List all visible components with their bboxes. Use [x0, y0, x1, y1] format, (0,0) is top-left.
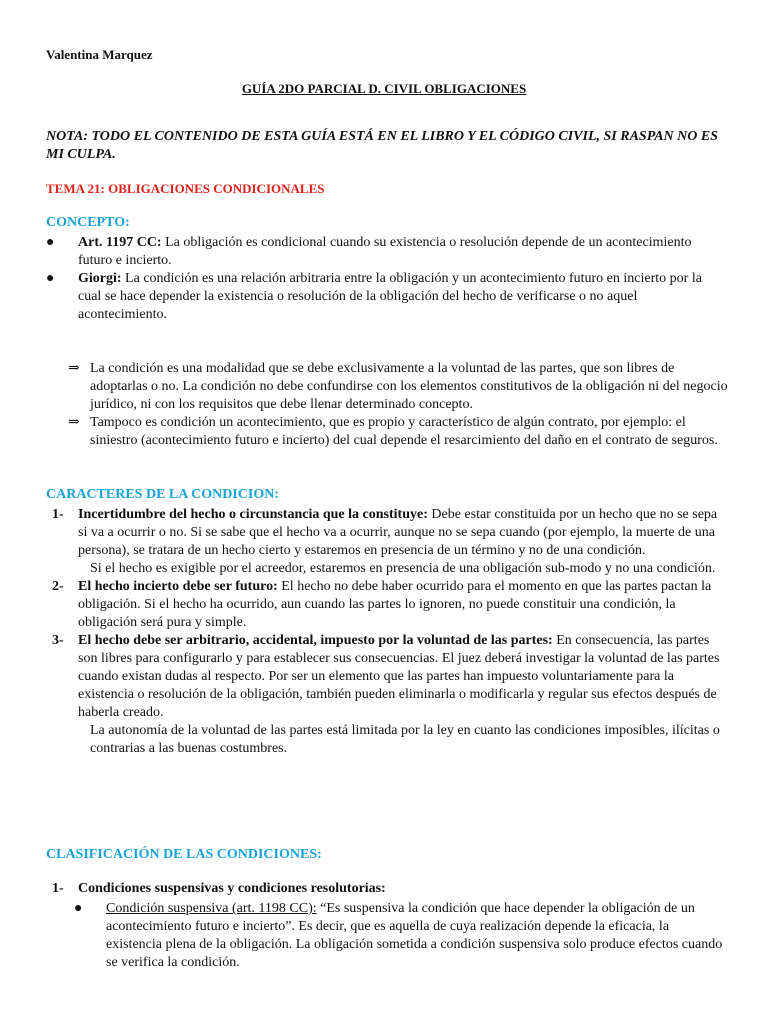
document-title — [0, 80, 768, 98]
clasificacion-heading: CLASIFICACIÓN DE LAS CONDICIONES: — [46, 847, 322, 862]
item-bold: Giorgi: — [78, 271, 122, 286]
concepto-list — [46, 234, 728, 324]
item-number: 1- — [52, 881, 64, 896]
item-bold: Incertidumbre del hecho o circunstancia que la constituye: — [78, 507, 428, 522]
nota-paragraph: NOTA: TODO EL CONTENIDO DE ESTA GUÍA ESTÁ EN EL LIBRO Y EL CÓDIGO CIVIL, SI RASPAN NO ES MI CULPA. — [46, 129, 718, 162]
arrow-item — [46, 414, 728, 450]
item-number: 2- — [52, 579, 64, 594]
item-text: En consecuencia, las partes son libres para configurarlo y para establecer sus consecuencias. El juez deberá investigar la voluntad de las partes cuando existan dudas al respecto. Por ser un elemento que las partes han impuesto voluntariamente para la existencia o resolución de la obligación, también pueden eliminarla o modificarla y regular sus efectos después de haberla creado. — [78, 633, 720, 720]
author-name: Valentina Marquez — [46, 47, 153, 62]
concepto-arrows — [46, 360, 728, 450]
item-title: Condiciones suspensivas y condiciones resolutorias: — [78, 881, 386, 896]
bullet-icon: ● — [46, 271, 55, 286]
tema-heading: TEMA 21: OBLIGACIONES CONDICIONALES — [46, 181, 325, 196]
item-number: 1- — [52, 507, 64, 522]
double-arrow-icon: ⇒ — [68, 415, 80, 430]
caracter-item — [46, 506, 728, 578]
title-text: GUÍA 2DO PARCIAL D. CIVIL OBLIGACIONES — [241, 81, 527, 96]
sub-label: Condición suspensiva (art. 1198 CC): — [106, 901, 317, 916]
item-text: La obligación es condicional cuando su existencia o resolución depende de un acontecimiento futuro e incierto. — [78, 235, 692, 268]
caracteres-heading: CARACTERES DE LA CONDICION: — [46, 487, 279, 502]
double-arrow-icon: ⇒ — [68, 361, 80, 376]
arrow-item — [46, 360, 728, 414]
concepto-heading: CONCEPTO: — [46, 215, 130, 230]
arrow-text: La condición es una modalidad que se debe exclusivamente a la voluntad de las partes, que son libres de adoptarlas o no. La condición no debe confundirse con los elementos constitutivos de la obligación ni del negocio jurídico, ni con los requisitos que debe llenar determinado concepto. — [90, 361, 728, 412]
arrow-text: Tampoco es condición un acontecimiento, que es propio y característico de algún contrato, por ejemplo: el siniestro (acontecimiento futuro e incierto) del cual depende el resarcimiento del daño en el contrato de seguros. — [90, 415, 718, 448]
item-extra: Si el hecho es exigible por el acreedor, estaremos en presencia de una obligación sub-modo y no una condición. — [90, 561, 716, 576]
item-extra: La autonomía de la voluntad de las partes está limitada por la ley en cuanto las condiciones imposibles, ilícitas o contrarias a las buenas costumbres. — [90, 723, 720, 756]
item-text: La condición es una relación arbitraria entre la obligación y un acontecimiento futuro en incierto por la cual se hace depender la existencia o resolución de la obligación del hecho de verificarse o no aquel acontecimiento. — [78, 271, 702, 322]
bullet-icon: ● — [46, 235, 55, 250]
item-bold: Art. 1197 CC: — [78, 235, 162, 250]
clasificacion-subitem — [74, 900, 728, 972]
concepto-item — [46, 270, 728, 324]
bullet-icon: ● — [74, 901, 83, 916]
item-bold: El hecho incierto debe ser futuro: — [78, 579, 278, 594]
caracter-item — [46, 578, 728, 632]
item-text: El hecho no debe haber ocurrido para el momento en que las partes pactan la obligación. Si el hecho ha ocurrido, aun cuando las partes lo ignoren, no puede constituir una condición, la obligación será pura y simple. — [78, 579, 712, 630]
caracter-item — [46, 632, 728, 758]
sub-text: “Es suspensiva la condición que hace depender la obligación de un acontecimiento futuro e incierto”. Es decir, que es aquella de cuya realización depende la eficacia, la existencia plena de la obligación. La obligación sometida a condición suspensiva solo produce efectos cuando se verifica la condición. — [106, 901, 723, 970]
item-text: Debe estar constituida por un hecho que no se sepa si va a ocurrir o no. Si se sabe que el hecho va a ocurrir, aunque no se sepa cuando (por ejemplo, la muerte de una persona), se tratara de un hecho cierto y estaremos en presencia de un término y no de una condición. — [78, 507, 718, 558]
clasificacion-item — [46, 880, 728, 898]
caracteres-list — [46, 506, 728, 758]
concepto-item — [46, 234, 728, 270]
item-bold: El hecho debe ser arbitrario, accidental, impuesto por la voluntad de las partes: — [78, 633, 553, 648]
clasificacion-list — [46, 880, 728, 972]
item-number: 3- — [52, 633, 64, 648]
